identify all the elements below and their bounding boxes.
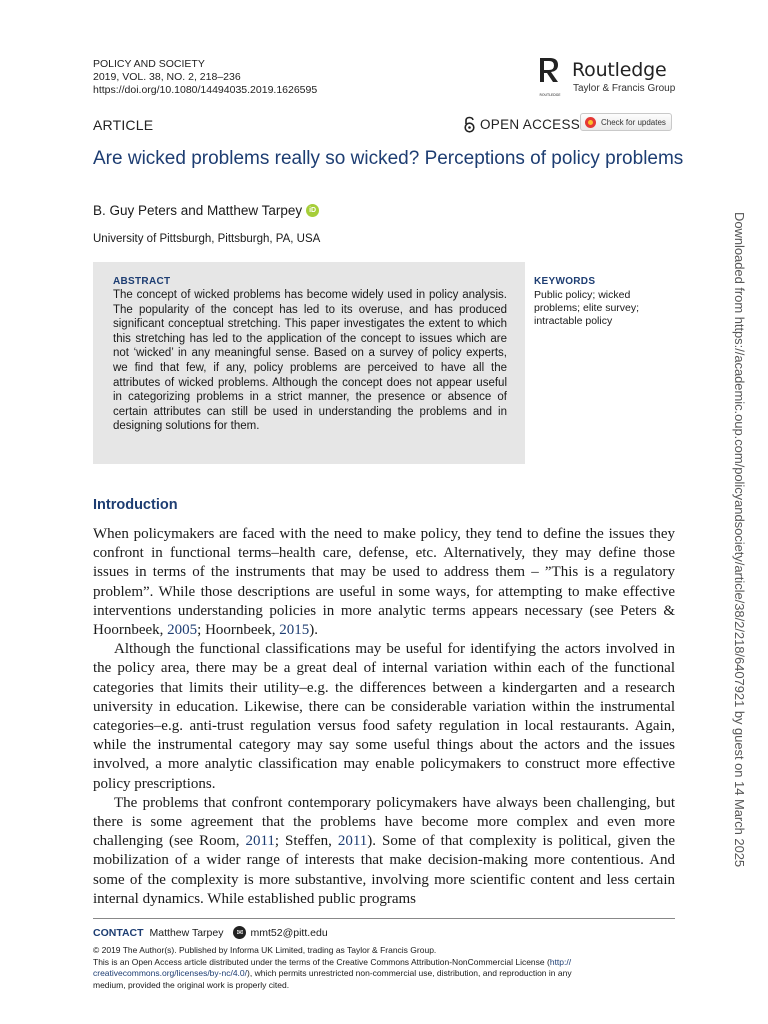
citation-link[interactable]: 2005	[167, 622, 198, 639]
citation-link[interactable]: 2011	[337, 833, 368, 850]
license-line	[93, 957, 675, 969]
publisher-logo	[536, 56, 676, 98]
paragraph-text: ; Steffen,	[274, 833, 338, 850]
paragraph: Although the functional classifications may be useful for identifying the actors involved in the policy area, there may be a great deal of internal variation within each of the functional categories that limits their utility–e.g. the differences between a kindergarten and a research university in education. Likewise, there can be considerable variation within the instrumental categories–e.g. anti-trust regulation versus food safety regulation in local restaurants. Again, while the instrumental category may say some useful things about the actors and the issues involved, a more analytic classification may enable policymakers to construct more effective policy prescriptions.	[93, 641, 675, 792]
abstract-text: The concept of wicked problems has become widely used in policy analysis. The popularity of the concept has led to its overuse, and has produced significant conceptual stretching. This paper investigates the extent to which this stretching has led to the application of the concept to issues which are not ‘wicked’ in any meaningful sense. Based on a survey of policy experts, we find that few, if any, policy problems are perceived to have all the attributes of wicked problems. Although the concept does not appear useful in categorizing problems in a strict manner, the presence or absence of certain attributes can still be used in understanding the problems and in designing solutions for them.	[113, 289, 507, 433]
check-for-updates-button[interactable]	[580, 113, 672, 131]
author-names: B. Guy Peters and Matthew Tarpey	[93, 203, 303, 218]
paragraph-text: ). Some of that complexity is political, given the mobilization of a wider range of interests that make decision-making more contentious. And some of the complexity is more substantive, involving more scientific content and less certain internal dynamics. While established public programs	[93, 833, 675, 907]
footer-divider	[93, 918, 675, 919]
article-type: ARTICLE	[93, 117, 154, 133]
paragraph	[93, 794, 675, 909]
contact-line	[93, 926, 328, 939]
copyright-line: © 2019 The Author(s). Published by Informa UK Limited, trading as Taylor & Francis Group.	[93, 945, 437, 955]
email-icon: ✉	[233, 926, 246, 939]
download-watermark-text: Downloaded from https://academic.oup.com/policyandsociety/article/38/2/218/6407921 by guest on 14 March 2025	[732, 212, 747, 868]
paragraph-text: The problems that confront contemporary policymakers have always been challenging, but there is some agreement that the problems have become more complex and even more challenging (see Room,	[93, 794, 675, 850]
publisher-name: Routledge	[572, 59, 667, 81]
contact-name: Matthew Tarpey	[149, 926, 224, 939]
journal-volume: 2019, VOL. 38, NO. 2, 218–236	[93, 71, 241, 83]
section-heading-introduction: Introduction	[93, 497, 178, 513]
journal-name: POLICY AND SOCIETY	[93, 58, 205, 70]
license-line	[93, 968, 675, 980]
open-access-label: OPEN ACCESS	[480, 117, 581, 132]
open-lock-icon	[463, 116, 476, 133]
body-text	[93, 525, 675, 909]
check-for-updates-label: Check for updates	[601, 117, 666, 127]
citation-link[interactable]: 2011	[245, 833, 275, 850]
article-title: Are wicked problems really so wicked? Perceptions of policy problems	[93, 148, 684, 169]
keywords-text: Public policy; wicked problems; elite survey; intractable policy	[534, 289, 640, 327]
publisher-subtitle: Taylor & Francis Group	[573, 83, 676, 94]
keywords-heading: KEYWORDS	[534, 276, 596, 287]
paragraph	[93, 525, 675, 640]
license-link[interactable]: creativecommons.org/licenses/by-nc/4.0/	[93, 968, 248, 979]
paragraph-text: When policymakers are faced with the need to make policy, they tend to define the issues they confront in functional terms–health care, defense, etc. Alternatively, they may define those issues in terms of the instruments that may be used to address them – ”This is a regulatory problem”. While those descriptions are useful in some ways, for attempting to make effective interventions understanding policies in more analytic terms appears necessary (see Peters & Hoornbeek,	[93, 526, 675, 639]
paragraph-text: ; Hoornbeek,	[197, 622, 280, 639]
license-line: medium, provided the original work is properly cited.	[93, 979, 290, 990]
journal-info	[93, 58, 317, 97]
license-text: This is an Open Access article distributed under the terms of the Creative Commons Attribution-NonCommercial License (	[93, 956, 550, 967]
orcid-icon[interactable]: iD	[306, 204, 319, 217]
open-access-badge	[463, 116, 580, 133]
copyright-notice	[93, 945, 675, 991]
license-text: ), which permits unrestricted non-commercial use, distribution, and reproduction in any	[247, 968, 572, 979]
abstract-box	[93, 262, 525, 464]
paragraph-text: ).	[309, 622, 318, 639]
crossmark-icon	[585, 117, 596, 128]
routledge-logo-icon	[536, 56, 564, 98]
license-link[interactable]: http://	[549, 956, 572, 967]
affiliation: University of Pittsburgh, Pittsburgh, PA, USA	[93, 233, 321, 245]
download-watermark	[725, 212, 755, 868]
contact-label: CONTACT	[93, 926, 144, 939]
author-line	[93, 203, 319, 218]
publisher-mark-text: ROUTLEDGE	[539, 93, 561, 97]
citation-link[interactable]: 2015	[279, 622, 310, 639]
contact-email-link[interactable]: mmt52@pitt.edu	[250, 926, 328, 939]
abstract-heading: ABSTRACT	[113, 276, 171, 287]
journal-doi-link[interactable]: https://doi.org/10.1080/14494035.2019.1626595	[93, 84, 318, 96]
